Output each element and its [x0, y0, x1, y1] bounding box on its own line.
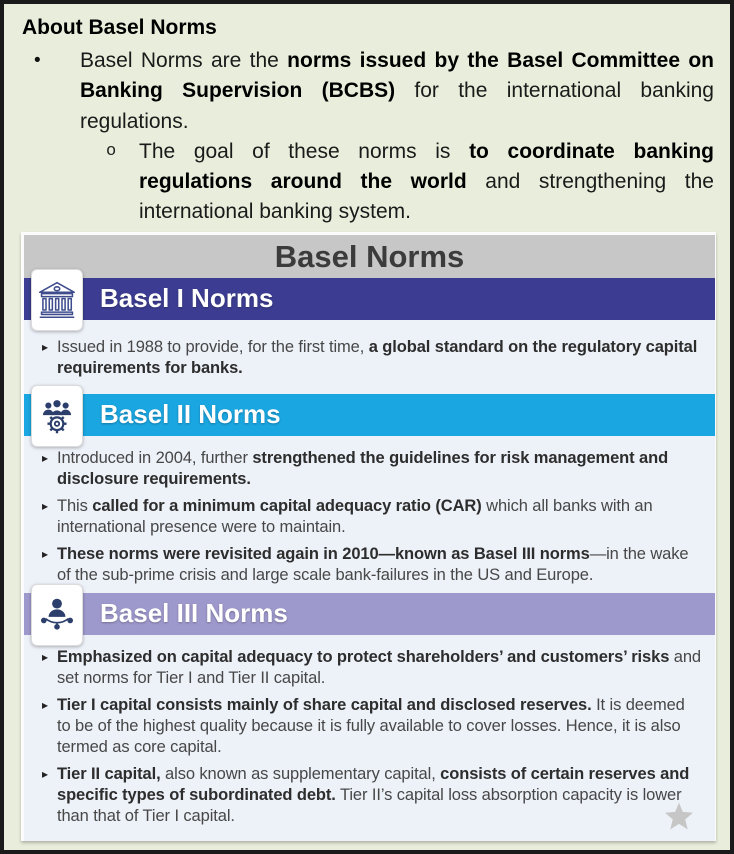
- intro-section: [4, 4, 730, 228]
- bullet-text: These norms were revisited again in 2010—known as Basel III norms—in the wake of the sub-prime crisis and large scale bank-failures in the US and Europe.: [57, 544, 689, 584]
- intro-bullet-text: Basel Norms are the norms issued by the Basel Committee on Banking Supervision (BCBS) for the international banking regulations.: [80, 49, 714, 133]
- star-icon: [662, 799, 696, 833]
- arrow-bullet-icon: ▸: [42, 450, 49, 465]
- arrow-bullet-icon: ▸: [42, 498, 49, 513]
- basel-norms-infographic: [21, 232, 716, 841]
- section-header-basel-3: [24, 593, 715, 635]
- people-gear-icon: [31, 385, 83, 447]
- intro-sub-bullet-item: [106, 137, 714, 228]
- arrow-bullet-icon: ▸: [42, 649, 49, 664]
- section-basel-1: [24, 278, 715, 394]
- section-content-basel-3: [24, 635, 715, 841]
- arrow-bullet-icon: ▸: [42, 339, 49, 354]
- section-title-basel-2: Basel II Norms: [100, 399, 281, 430]
- bullet-item: [42, 764, 701, 827]
- page-title: About Basel Norms: [22, 16, 217, 39]
- bullet-item: [42, 647, 701, 689]
- section-content-basel-2: [24, 436, 715, 593]
- bullet-text: This called for a minimum capital adequacy ratio (CAR) which all banks with an international presence were to maintain.: [57, 496, 653, 536]
- section-title-basel-1: Basel I Norms: [100, 283, 274, 314]
- sections-host: [24, 278, 715, 841]
- section-header-basel-1: [24, 278, 715, 320]
- arrow-bullet-icon: ▸: [42, 546, 49, 561]
- disc-bullet-icon: •: [34, 50, 41, 71]
- section-title-basel-3: Basel III Norms: [100, 598, 288, 629]
- bullet-item: [42, 544, 701, 586]
- bullet-item: [42, 448, 701, 490]
- bullet-text: Tier II capital, also known as supplementary capital, consists of certain reserves and specific types of subordinated debt. Tier II’s capital loss absorption capacity is lower than that of Tier I capital.: [57, 764, 690, 825]
- arrow-bullet-icon: ▸: [42, 697, 49, 712]
- section-basel-3: [24, 593, 715, 841]
- bullet-text: Issued in 1988 to provide, for the first time, a global standard on the regulatory capital requirements for banks.: [57, 337, 698, 377]
- section-content-basel-1: [24, 320, 715, 394]
- infographic-title: Basel Norms: [24, 235, 715, 278]
- bullet-text: Emphasized on capital adequacy to protect shareholders’ and customers’ risks and set norms for Tier I and Tier II capital.: [57, 647, 701, 687]
- bullet-item: [42, 496, 701, 538]
- arrow-bullet-icon: ▸: [42, 766, 49, 781]
- intro-bullet-item: [22, 46, 714, 137]
- circle-bullet-icon: o: [106, 141, 117, 161]
- intro-sub-bullet-text: The goal of these norms is to coordinate banking regulations around the world and strengthening the international banking system.: [139, 139, 714, 224]
- bullet-text: Tier I capital consists mainly of share capital and disclosed reserves. It is deemed to be of the highest quality because it is fully available to cover losses. Hence, it is also termed as core capital.: [57, 695, 685, 756]
- section-header-basel-2: [24, 394, 715, 436]
- bank-icon: [31, 269, 83, 331]
- bullet-item: [42, 695, 701, 758]
- network-person-icon: [31, 584, 83, 646]
- bullet-item: [42, 337, 701, 379]
- section-basel-2: [24, 394, 715, 593]
- bullet-text: Introduced in 2004, further strengthened the guidelines for risk management and disclosure requirements.: [57, 448, 669, 488]
